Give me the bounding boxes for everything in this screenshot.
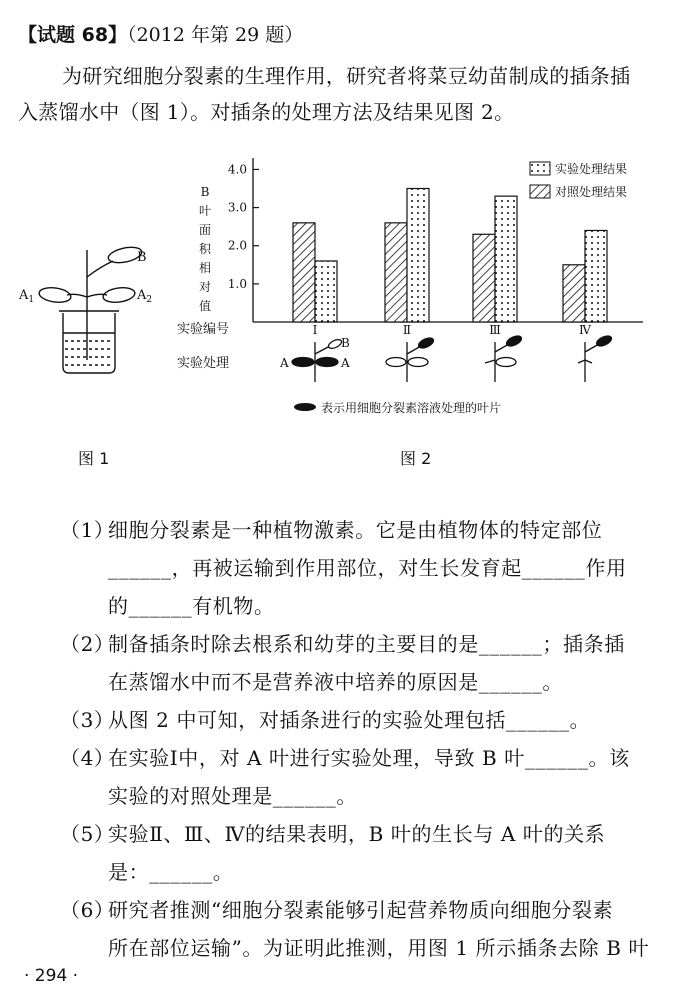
label-b: B xyxy=(137,250,147,265)
q1-line-2: ______，再被运输到作用部位，对生长发育起______作用 xyxy=(108,556,627,580)
treatment-ii xyxy=(386,336,435,382)
question-header xyxy=(18,20,303,47)
bar-control xyxy=(473,234,495,322)
x-category-label: Ⅲ xyxy=(489,323,501,337)
treat-label-a-right: A xyxy=(341,356,350,370)
row-label-treatment: 实验处理 xyxy=(177,356,230,371)
question-source: （2012 年第 29 题） xyxy=(127,24,304,46)
x-category-label: Ⅱ xyxy=(402,323,412,337)
figure2-footnote: 表示用细胞分裂素溶液处理的叶片 xyxy=(321,401,502,415)
question-label: 【试题 68】 xyxy=(18,24,128,46)
y-tick-label: 4.0 xyxy=(227,162,247,177)
bar-control xyxy=(563,265,585,322)
q4-line-2: 实验的对照处理是______。 xyxy=(108,784,357,808)
y-axis-label-char: 积 xyxy=(198,242,212,256)
q6-line-1: 研究者推测“细胞分裂素能够引起营养物质向细胞分裂素 xyxy=(108,898,614,922)
page-number: · 294 · xyxy=(24,966,79,986)
bar-experimental xyxy=(315,261,337,322)
q2-number: （2） xyxy=(60,632,115,656)
leaf-a1 xyxy=(38,286,72,304)
leaf-a2 xyxy=(102,286,136,304)
q1-line-1: 细胞分裂素是一种植物激素。它是由植物体的特定部位 xyxy=(108,518,603,542)
treatment-iii xyxy=(485,334,523,382)
q5-number: （5） xyxy=(60,822,115,846)
row-label-exp-no: 实验编号 xyxy=(177,322,230,337)
footnote-leaf-icon xyxy=(294,403,316,411)
legend-exp-label: 实验处理结果 xyxy=(555,162,628,176)
x-category-label: Ⅳ xyxy=(579,323,591,337)
bar-control xyxy=(293,223,315,322)
treat-label-a-left: A xyxy=(280,356,289,370)
y-axis-label-char: 叶 xyxy=(198,204,212,218)
q4-number: （4） xyxy=(60,746,115,770)
figure-1-caption: 图 1 xyxy=(78,449,110,468)
intro-line-2: 入蒸馏水中（图 1）。对插条的处理方法及结果见图 2。 xyxy=(18,100,515,124)
y-axis-label-char: 值 xyxy=(198,299,212,313)
petiole-b xyxy=(87,261,113,277)
legend-ctrl-label: 对照处理结果 xyxy=(555,185,628,199)
y-tick-label: 1.0 xyxy=(227,276,247,291)
y-axis-label-char: 对 xyxy=(198,280,212,294)
q4-line-1: 在实验Ⅰ中，对 A 叶进行实验处理，导致 B 叶______。该 xyxy=(108,746,630,770)
label-a2: $A_2$ xyxy=(137,288,153,305)
x-category-label: Ⅰ xyxy=(312,323,318,337)
y-tick-label: 2.0 xyxy=(227,238,247,253)
legend-swatch-ctrl xyxy=(530,185,550,198)
q3-number: （3） xyxy=(60,708,115,732)
beaker xyxy=(63,313,115,373)
q3-line-1: 从图 2 中可知，对插条进行的实验处理包括______。 xyxy=(108,708,591,732)
q1-number: （1） xyxy=(60,518,115,542)
y-axis-label-char: B xyxy=(200,185,210,199)
legend-swatch-exp xyxy=(530,162,550,175)
bar-experimental xyxy=(585,230,607,322)
q6-number: （6） xyxy=(60,898,115,922)
y-axis-label-char: 面 xyxy=(198,223,212,237)
q1-line-3: 的______有机物。 xyxy=(108,594,275,618)
bar-experimental xyxy=(407,189,429,322)
q5-line-2: 是：______。 xyxy=(108,860,234,884)
q5-line-1: 实验Ⅱ、Ⅲ、Ⅳ的结果表明，B 叶的生长与 A 叶的关系 xyxy=(108,822,606,846)
bar-control xyxy=(385,223,407,322)
y-axis-label-char: 相 xyxy=(198,261,212,275)
intro-line-1: 为研究细胞分裂素的生理作用，研究者将菜豆幼苗制成的插条插 xyxy=(62,64,631,88)
bar-experimental xyxy=(495,196,517,322)
treat-label-b: B xyxy=(341,336,350,350)
q2-line-1: 制备插条时除去根系和幼芽的主要目的是______；插条插 xyxy=(108,632,625,656)
q2-line-2: 在蒸馏水中而不是营养液中培养的原因是______。 xyxy=(108,670,563,694)
q6-line-2: 所在部位运输”。为证明此推测，用图 1 所示插条去除 B 叶 xyxy=(108,936,650,960)
y-axis-label xyxy=(199,185,212,313)
figure-2-chart xyxy=(175,150,655,420)
figure-2-caption: 图 2 xyxy=(400,449,432,468)
figure-1 xyxy=(15,235,175,380)
treatment-i xyxy=(292,338,343,382)
y-tick-label: 3.0 xyxy=(227,200,247,215)
treatment-iv xyxy=(578,334,613,382)
label-a1: $A_1$ xyxy=(19,288,35,305)
